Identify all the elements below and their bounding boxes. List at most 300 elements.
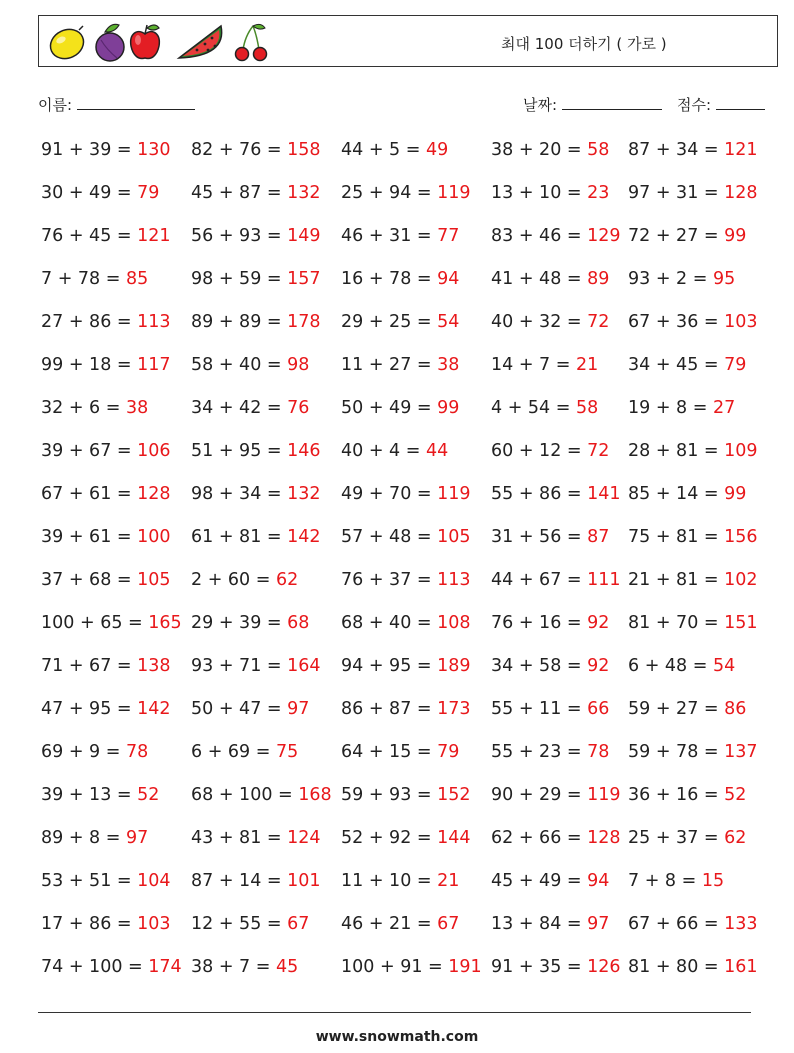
problem-question: 2 + 60 = [191, 570, 276, 590]
problem-answer: 92 [587, 613, 610, 633]
problem-item [491, 570, 621, 590]
problem-question: 6 + 48 = [628, 656, 713, 676]
problem-item [491, 527, 609, 547]
problem-item [41, 183, 159, 203]
problem-answer: 174 [148, 957, 182, 977]
problem-item [491, 828, 621, 848]
fruit-icons [45, 20, 270, 64]
problem-item [41, 957, 182, 977]
problem-answer: 161 [724, 957, 758, 977]
problem-question: 36 + 16 = [628, 785, 725, 805]
problem-answer: 49 [425, 140, 449, 160]
problem-question: 97 + 31 = [628, 183, 725, 203]
problem-question: 49 + 70 = [341, 484, 438, 504]
problem-item [191, 871, 321, 891]
problem-answer: 52 [137, 785, 160, 805]
problem-item [41, 441, 171, 461]
problem-item [491, 656, 609, 676]
problem-item [341, 957, 482, 977]
problem-answer: 156 [724, 527, 758, 547]
problem-question: 90 + 29 = [491, 785, 588, 805]
problem-answer: 109 [724, 441, 758, 461]
problem-answer: 178 [287, 312, 321, 332]
problem-question: 76 + 16 = [491, 613, 588, 633]
problem-answer: 152 [437, 785, 471, 805]
problem-answer: 132 [287, 484, 321, 504]
problem-answer: 142 [137, 699, 171, 719]
problem-item [341, 355, 459, 375]
problem-item [491, 871, 609, 891]
problem-item [341, 656, 471, 676]
problem-item [491, 140, 609, 160]
problem-question: 87 + 14 = [191, 871, 288, 891]
problem-item [41, 613, 182, 633]
problem-item [341, 785, 471, 805]
name-field [38, 94, 195, 115]
cherry-icon [236, 24, 267, 60]
problem-question: 60 + 12 = [491, 441, 588, 461]
problem-item [191, 398, 309, 418]
problem-question: 94 + 95 = [341, 656, 438, 676]
problem-question: 31 + 56 = [491, 527, 588, 547]
problem-question: 11 + 27 = [341, 355, 438, 375]
problem-question: 72 + 27 = [628, 226, 725, 246]
problem-answer: 45 [275, 957, 299, 977]
problem-answer: 27 [712, 398, 736, 418]
problem-question: 59 + 93 = [341, 785, 438, 805]
problem-answer: 98 [287, 355, 310, 375]
problem-question: 41 + 48 = [491, 269, 588, 289]
problem-question: 59 + 78 = [628, 742, 725, 762]
problem-item [341, 613, 471, 633]
problem-item [628, 742, 758, 762]
date-label: 날짜: [523, 96, 558, 114]
problem-question: 99 + 18 = [41, 355, 138, 375]
problem-item [191, 484, 321, 504]
footer-website: www.snowmath.com [315, 1029, 479, 1045]
problem-answer: 141 [587, 484, 621, 504]
problem-answer: 117 [137, 355, 171, 375]
problem-item [628, 527, 758, 547]
problem-item [191, 957, 298, 977]
problem-item [628, 613, 758, 633]
problem-answer: 173 [437, 699, 471, 719]
problem-item [628, 828, 746, 848]
name-blank [77, 95, 195, 110]
problem-answer: 79 [437, 742, 460, 762]
problem-item [191, 355, 309, 375]
problem-item [191, 570, 298, 590]
problem-question: 7 + 8 = [628, 871, 702, 891]
problem-item [41, 699, 171, 719]
problem-answer: 126 [587, 957, 621, 977]
worksheet-header [38, 15, 778, 67]
name-label: 이름: [38, 96, 73, 114]
problem-question: 100 + 91 = [341, 957, 449, 977]
problem-item [491, 613, 609, 633]
problem-answer: 151 [724, 613, 758, 633]
problem-item [628, 355, 746, 375]
problem-answer: 106 [137, 441, 171, 461]
problem-answer: 146 [287, 441, 321, 461]
problem-question: 68 + 100 = [191, 785, 299, 805]
problem-answer: 38 [437, 355, 460, 375]
problem-question: 89 + 8 = [41, 828, 126, 848]
problem-item [491, 742, 609, 762]
problem-question: 59 + 27 = [628, 699, 725, 719]
watermelon-icon [179, 26, 222, 58]
problem-item [491, 957, 621, 977]
problem-item [41, 140, 171, 160]
problem-item [628, 140, 758, 160]
problem-answer: 78 [125, 742, 149, 762]
problem-item [491, 355, 598, 375]
problem-answer: 79 [724, 355, 747, 375]
problem-item [41, 527, 171, 547]
problem-answer: 15 [701, 871, 725, 891]
problem-question: 55 + 23 = [491, 742, 588, 762]
problem-question: 55 + 11 = [491, 699, 588, 719]
problem-question: 45 + 49 = [491, 871, 588, 891]
problem-question: 39 + 13 = [41, 785, 138, 805]
problem-item [341, 742, 459, 762]
problem-answer: 132 [287, 183, 321, 203]
problem-question: 68 + 40 = [341, 613, 438, 633]
problem-question: 13 + 10 = [491, 183, 588, 203]
problem-question: 69 + 9 = [41, 742, 126, 762]
problem-answer: 78 [587, 742, 610, 762]
problem-answer: 72 [587, 441, 610, 461]
problem-answer: 89 [587, 269, 610, 289]
score-field [677, 94, 765, 115]
problem-item [191, 914, 309, 934]
problem-answer: 119 [587, 785, 621, 805]
problem-question: 46 + 31 = [341, 226, 438, 246]
problem-answer: 191 [448, 957, 482, 977]
problem-answer: 99 [437, 398, 460, 418]
problem-item [41, 226, 171, 246]
problem-question: 32 + 6 = [41, 398, 126, 418]
problem-question: 11 + 10 = [341, 871, 438, 891]
problem-item [491, 183, 609, 203]
worksheet-title: 최대 100 더하기 ( 가로 ) [501, 35, 667, 53]
problem-question: 14 + 7 = [491, 355, 576, 375]
problem-question: 93 + 2 = [628, 269, 713, 289]
problem-answer: 54 [437, 312, 460, 332]
problem-question: 81 + 70 = [628, 613, 725, 633]
problem-question: 81 + 80 = [628, 957, 725, 977]
problem-item [41, 355, 171, 375]
problem-item [341, 398, 459, 418]
problem-item [628, 269, 735, 289]
problem-item [191, 527, 321, 547]
problem-item [341, 527, 471, 547]
problem-question: 76 + 45 = [41, 226, 138, 246]
problem-item [191, 183, 321, 203]
problem-question: 30 + 49 = [41, 183, 138, 203]
problem-question: 46 + 21 = [341, 914, 438, 934]
problem-item [628, 441, 758, 461]
problem-answer: 164 [287, 656, 321, 676]
problem-question: 44 + 67 = [491, 570, 588, 590]
problem-answer: 102 [724, 570, 758, 590]
problem-answer: 58 [587, 140, 610, 160]
problem-item [41, 871, 171, 891]
problem-question: 13 + 84 = [491, 914, 588, 934]
problem-answer: 94 [587, 871, 610, 891]
problem-question: 50 + 47 = [191, 699, 288, 719]
problem-question: 34 + 42 = [191, 398, 288, 418]
problem-question: 75 + 81 = [628, 527, 725, 547]
problem-question: 44 + 5 = [341, 140, 426, 160]
problem-question: 52 + 92 = [341, 828, 438, 848]
problem-question: 86 + 87 = [341, 699, 438, 719]
problem-item [191, 441, 321, 461]
problem-answer: 124 [287, 828, 321, 848]
problem-answer: 105 [437, 527, 471, 547]
problem-item [341, 312, 459, 332]
problem-item [628, 699, 746, 719]
problem-item [341, 226, 459, 246]
problem-item [491, 312, 609, 332]
problem-question: 21 + 81 = [628, 570, 725, 590]
problem-item [41, 914, 171, 934]
problem-item [191, 699, 309, 719]
problem-item [628, 398, 735, 418]
problem-answer: 121 [137, 226, 171, 246]
problem-answer: 108 [437, 613, 471, 633]
problem-answer: 99 [724, 226, 747, 246]
problem-answer: 157 [287, 269, 321, 289]
problem-item [191, 785, 332, 805]
problem-question: 47 + 95 = [41, 699, 138, 719]
problem-item [41, 570, 171, 590]
problem-question: 29 + 39 = [191, 613, 288, 633]
problem-answer: 86 [724, 699, 747, 719]
problem-item [628, 957, 758, 977]
problem-question: 67 + 61 = [41, 484, 138, 504]
problem-question: 55 + 86 = [491, 484, 588, 504]
problem-answer: 165 [148, 613, 182, 633]
problem-question: 58 + 40 = [191, 355, 288, 375]
problem-question: 64 + 15 = [341, 742, 438, 762]
problem-item [41, 785, 159, 805]
problem-question: 50 + 49 = [341, 398, 438, 418]
problem-answer: 97 [587, 914, 610, 934]
score-label: 점수: [677, 96, 712, 114]
problem-answer: 72 [587, 312, 610, 332]
problem-item [41, 269, 148, 289]
problem-question: 51 + 95 = [191, 441, 288, 461]
problem-question: 67 + 36 = [628, 312, 725, 332]
problem-answer: 133 [724, 914, 758, 934]
problem-question: 89 + 89 = [191, 312, 288, 332]
problem-answer: 101 [287, 871, 321, 891]
problem-answer: 44 [425, 441, 449, 461]
problem-answer: 128 [137, 484, 171, 504]
problem-answer: 79 [137, 183, 160, 203]
problem-question: 57 + 48 = [341, 527, 438, 547]
problem-item [628, 183, 758, 203]
plum-icon [96, 24, 124, 61]
problem-question: 45 + 87 = [191, 183, 288, 203]
problem-answer: 138 [137, 656, 171, 676]
problem-question: 62 + 66 = [491, 828, 588, 848]
problem-question: 28 + 81 = [628, 441, 725, 461]
problem-item [191, 613, 309, 633]
problem-question: 37 + 68 = [41, 570, 138, 590]
problem-question: 4 + 54 = [491, 398, 576, 418]
problem-answer: 103 [137, 914, 171, 934]
problem-item [191, 312, 321, 332]
problem-question: 91 + 39 = [41, 140, 138, 160]
problem-question: 12 + 55 = [191, 914, 288, 934]
date-field [523, 94, 662, 115]
problem-answer: 38 [125, 398, 149, 418]
problem-answer: 92 [587, 656, 610, 676]
problem-item [628, 484, 746, 504]
problem-answer: 97 [287, 699, 310, 719]
problem-answer: 94 [437, 269, 460, 289]
problem-answer: 95 [712, 269, 736, 289]
problem-question: 43 + 81 = [191, 828, 288, 848]
problem-answer: 119 [437, 183, 471, 203]
problem-answer: 58 [575, 398, 599, 418]
problem-question: 16 + 78 = [341, 269, 438, 289]
problem-item [341, 269, 459, 289]
problem-item [41, 742, 148, 762]
problem-question: 76 + 37 = [341, 570, 438, 590]
problem-question: 40 + 4 = [341, 441, 426, 461]
problem-answer: 87 [587, 527, 610, 547]
problem-item [191, 828, 321, 848]
problem-item [491, 269, 609, 289]
problem-question: 6 + 69 = [191, 742, 276, 762]
problem-item [191, 226, 321, 246]
problem-question: 17 + 86 = [41, 914, 138, 934]
problem-item [628, 570, 758, 590]
problem-question: 56 + 93 = [191, 226, 288, 246]
problem-question: 71 + 67 = [41, 656, 138, 676]
problem-item [341, 914, 459, 934]
problem-answer: 23 [587, 183, 610, 203]
problem-answer: 189 [437, 656, 471, 676]
problem-question: 83 + 46 = [491, 226, 588, 246]
problem-answer: 76 [287, 398, 310, 418]
problem-item [41, 312, 171, 332]
problem-question: 38 + 7 = [191, 957, 276, 977]
problem-answer: 77 [437, 226, 460, 246]
problem-question: 19 + 8 = [628, 398, 713, 418]
problem-answer: 168 [298, 785, 332, 805]
problem-question: 39 + 61 = [41, 527, 138, 547]
problem-answer: 62 [275, 570, 299, 590]
problem-item [341, 484, 471, 504]
problem-item [628, 226, 746, 246]
problem-question: 85 + 14 = [628, 484, 725, 504]
problem-item [628, 871, 724, 891]
problem-item [341, 183, 471, 203]
problem-answer: 149 [287, 226, 321, 246]
problem-item [628, 312, 758, 332]
problem-item [41, 656, 171, 676]
problem-question: 27 + 86 = [41, 312, 138, 332]
problem-answer: 67 [287, 914, 310, 934]
problem-question: 98 + 34 = [191, 484, 288, 504]
problem-item [41, 828, 148, 848]
problem-item [191, 656, 321, 676]
problem-answer: 128 [587, 828, 621, 848]
problem-answer: 100 [137, 527, 171, 547]
problem-question: 40 + 32 = [491, 312, 588, 332]
problem-answer: 129 [587, 226, 621, 246]
problem-answer: 21 [575, 355, 599, 375]
problem-item [491, 785, 621, 805]
problem-item [491, 699, 609, 719]
lemon-icon [46, 24, 89, 64]
problem-item [628, 914, 758, 934]
problem-answer: 97 [125, 828, 149, 848]
problem-item [628, 656, 735, 676]
problem-answer: 68 [287, 613, 310, 633]
problem-question: 25 + 94 = [341, 183, 438, 203]
problem-question: 98 + 59 = [191, 269, 288, 289]
problem-question: 34 + 45 = [628, 355, 725, 375]
problem-item [41, 398, 148, 418]
problem-answer: 130 [137, 140, 171, 160]
problem-question: 29 + 25 = [341, 312, 438, 332]
problem-question: 74 + 100 = [41, 957, 149, 977]
problem-answer: 54 [712, 656, 736, 676]
problem-answer: 104 [137, 871, 171, 891]
problem-item [341, 570, 471, 590]
problem-question: 34 + 58 = [491, 656, 588, 676]
problem-answer: 85 [125, 269, 149, 289]
problem-answer: 103 [724, 312, 758, 332]
problem-item [41, 484, 171, 504]
problem-item [341, 441, 448, 461]
problem-item [491, 226, 621, 246]
problem-item [191, 269, 321, 289]
problem-answer: 66 [587, 699, 610, 719]
problem-answer: 99 [724, 484, 747, 504]
apple-icon [131, 25, 160, 59]
problem-answer: 121 [724, 140, 758, 160]
score-blank [716, 95, 765, 110]
problem-answer: 137 [724, 742, 758, 762]
problem-answer: 113 [137, 312, 171, 332]
problem-answer: 113 [437, 570, 471, 590]
problem-answer: 21 [437, 871, 460, 891]
problem-item [491, 484, 621, 504]
problem-answer: 119 [437, 484, 471, 504]
problem-question: 53 + 51 = [41, 871, 138, 891]
problem-item [341, 140, 448, 160]
problem-answer: 111 [587, 570, 621, 590]
problem-question: 100 + 65 = [41, 613, 149, 633]
problem-answer: 128 [724, 183, 758, 203]
problem-question: 91 + 35 = [491, 957, 588, 977]
date-blank [562, 95, 662, 110]
problem-answer: 67 [437, 914, 460, 934]
problem-item [191, 742, 298, 762]
problem-item [491, 441, 609, 461]
problem-question: 38 + 20 = [491, 140, 588, 160]
problem-answer: 52 [724, 785, 747, 805]
problem-item [191, 140, 321, 160]
footer-divider [38, 1012, 751, 1013]
problem-answer: 105 [137, 570, 171, 590]
